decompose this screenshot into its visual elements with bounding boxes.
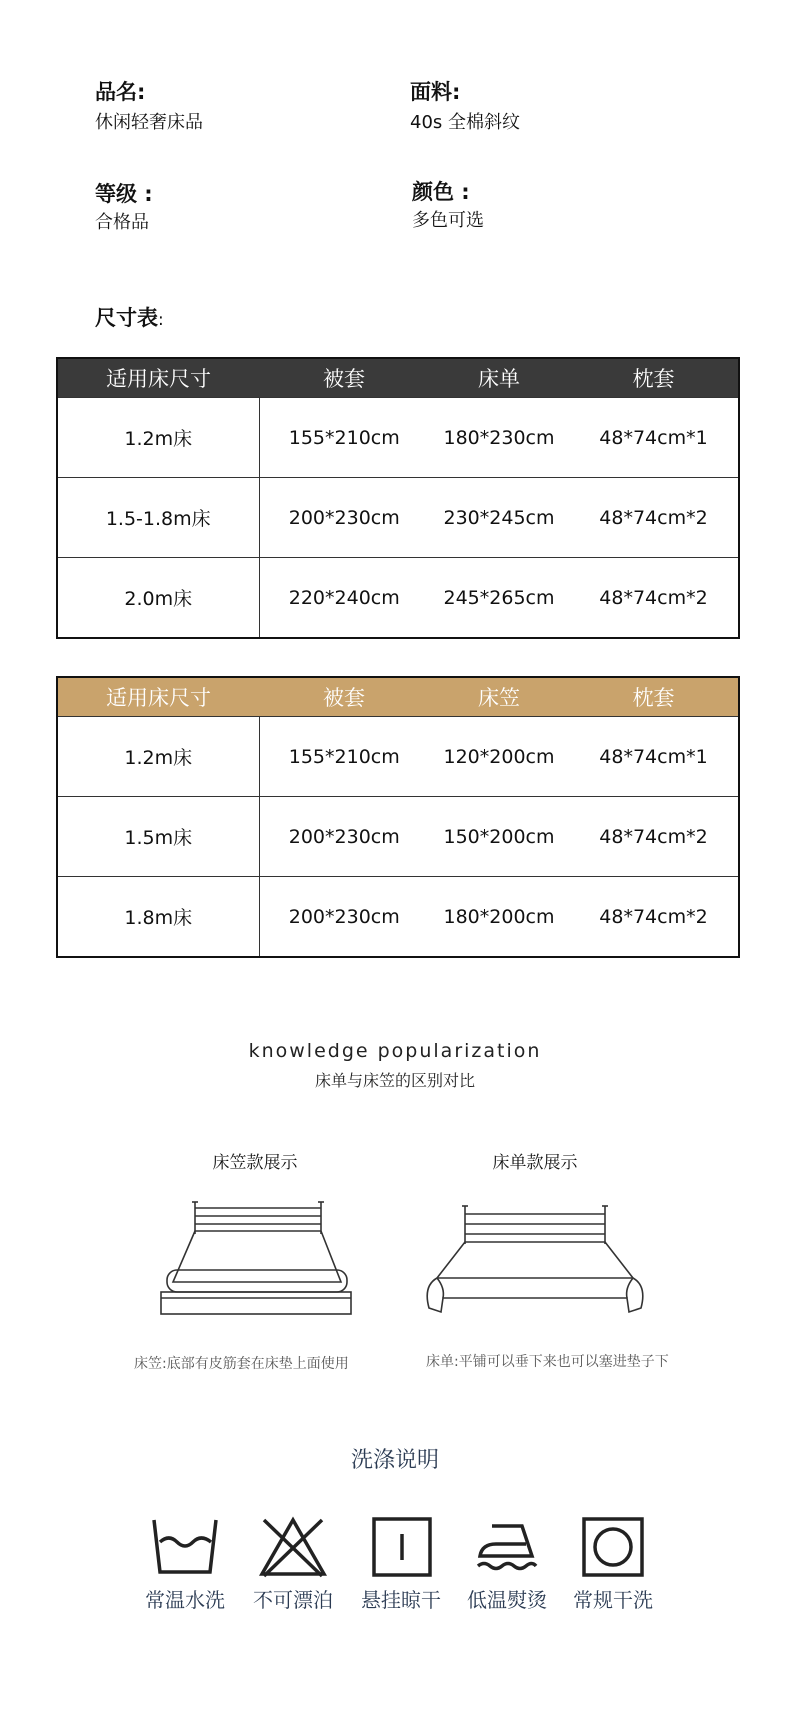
table-cell: 2.0m床 xyxy=(57,558,259,639)
table-cell: 1.2m床 xyxy=(57,717,259,797)
table-header-row xyxy=(57,677,739,717)
size-chart-title xyxy=(95,302,164,332)
size-chart-title-colon: : xyxy=(158,310,164,330)
wash-item-dry-clean xyxy=(563,1516,663,1613)
table-cell: 150*200cm xyxy=(429,797,569,877)
header-bed-size: 适用床尺寸 xyxy=(57,677,259,717)
table-cell: 200*230cm xyxy=(259,797,429,877)
table-cell: 120*200cm xyxy=(429,717,569,797)
wash-item-no-bleach xyxy=(243,1516,343,1613)
header-duvet-cover: 被套 xyxy=(259,677,429,717)
table-row xyxy=(57,398,739,478)
header-fitted-sheet: 床笠 xyxy=(429,677,569,717)
header-duvet-cover: 被套 xyxy=(259,358,429,398)
table-cell: 230*245cm xyxy=(429,478,569,558)
wash-basin-icon xyxy=(150,1516,220,1578)
spec-grade-label: 等级 : xyxy=(95,182,153,206)
header-flat-sheet: 床单 xyxy=(429,358,569,398)
wash-label-dry-clean: 常规干洗 xyxy=(573,1588,653,1612)
table-cell: 200*230cm xyxy=(259,478,429,558)
table-row xyxy=(57,797,739,877)
wash-item-normal xyxy=(135,1516,235,1613)
wash-label-line-dry: 悬挂晾干 xyxy=(361,1588,441,1612)
table-cell: 220*240cm xyxy=(259,558,429,639)
header-bed-size: 适用床尺寸 xyxy=(57,358,259,398)
wash-label-no-bleach: 不可漂泊 xyxy=(253,1588,333,1612)
table-cell: 1.5-1.8m床 xyxy=(57,478,259,558)
spec-name-label: 品名: xyxy=(95,80,146,104)
header-pillowcase: 枕套 xyxy=(569,358,739,398)
table-cell: 1.8m床 xyxy=(57,877,259,958)
table-cell: 155*210cm xyxy=(259,717,429,797)
size-table-fitted xyxy=(56,676,740,958)
spec-name-value: 休闲轻奢床品 xyxy=(95,112,203,133)
knowledge-title-en: knowledge popularization xyxy=(248,1040,542,1062)
flat-sheet-bed-icon xyxy=(415,1198,655,1322)
wash-item-line-dry xyxy=(351,1516,451,1613)
knowledge-title-cn: 床单与床笠的区别对比 xyxy=(314,1071,475,1090)
spec-grade-value: 合格品 xyxy=(95,212,149,233)
wash-label-normal: 常温水洗 xyxy=(145,1588,225,1612)
table-cell: 48*74cm*2 xyxy=(569,877,739,958)
table-cell: 200*230cm xyxy=(259,877,429,958)
size-table-sheet xyxy=(56,357,740,639)
table-cell: 180*230cm xyxy=(429,398,569,478)
low-iron-icon xyxy=(472,1516,542,1578)
fitted-sheet-bed-icon xyxy=(155,1198,355,1322)
table-cell: 48*74cm*2 xyxy=(569,797,739,877)
table-header-row xyxy=(57,358,739,398)
table-row xyxy=(57,558,739,639)
spec-color-label: 颜色 : xyxy=(412,180,470,204)
washing-title: 洗涤说明 xyxy=(350,1448,439,1473)
wash-label-low-iron: 低温熨烫 xyxy=(467,1588,547,1612)
table-cell: 48*74cm*1 xyxy=(569,398,739,478)
no-bleach-icon xyxy=(258,1516,328,1578)
spec-fabric-label: 面料: xyxy=(410,80,461,104)
flat-demo-label: 床单款展示 xyxy=(492,1153,578,1173)
wash-item-low-iron xyxy=(457,1516,557,1613)
size-chart-title-text: 尺寸表 xyxy=(95,306,158,330)
spec-color-value: 多色可选 xyxy=(412,210,484,231)
line-dry-icon xyxy=(366,1516,436,1578)
fitted-demo-caption: 床笠:底部有皮筋套在床垫上面使用 xyxy=(134,1356,349,1372)
table-row xyxy=(57,877,739,958)
header-pillowcase: 枕套 xyxy=(569,677,739,717)
spec-fabric-value: 40s 全棉斜纹 xyxy=(410,112,521,133)
table-cell: 245*265cm xyxy=(429,558,569,639)
table-cell: 1.5m床 xyxy=(57,797,259,877)
dry-clean-icon xyxy=(578,1516,648,1578)
table-cell: 180*200cm xyxy=(429,877,569,958)
flat-demo-caption: 床单:平铺可以垂下来也可以塞进垫子下 xyxy=(426,1354,669,1370)
fitted-demo-label: 床笠款展示 xyxy=(212,1153,298,1173)
table-cell: 1.2m床 xyxy=(57,398,259,478)
table-cell: 48*74cm*2 xyxy=(569,478,739,558)
table-cell: 48*74cm*1 xyxy=(569,717,739,797)
table-row xyxy=(57,478,739,558)
table-cell: 48*74cm*2 xyxy=(569,558,739,639)
table-row xyxy=(57,717,739,797)
table-cell: 155*210cm xyxy=(259,398,429,478)
